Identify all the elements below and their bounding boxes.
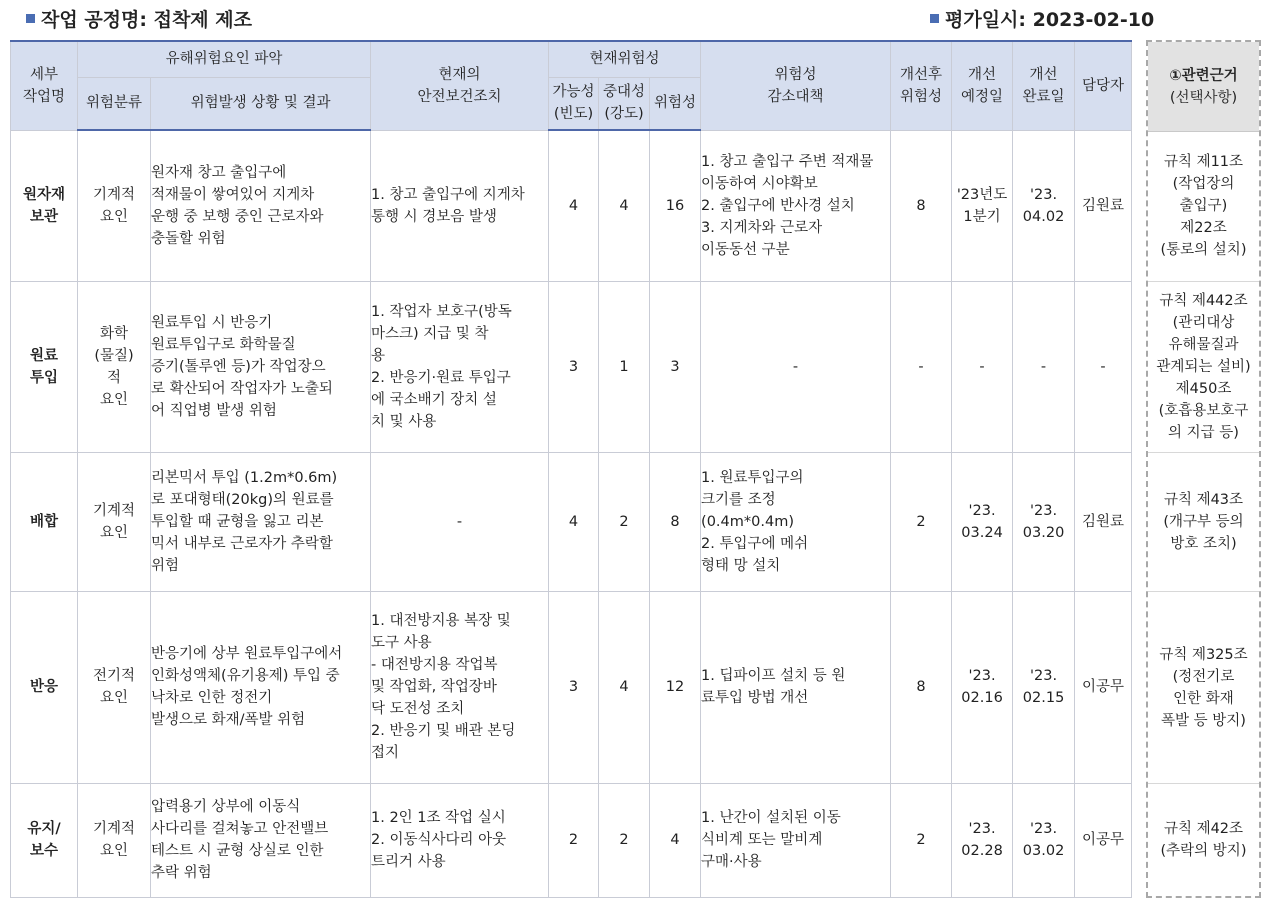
post-risk-cell: 2 xyxy=(891,452,952,591)
severity-cell: 2 xyxy=(599,783,650,897)
col-completed: 개선 완료일 xyxy=(1013,41,1075,130)
col-risk: 위험성 xyxy=(650,77,701,130)
table-row xyxy=(11,591,1132,783)
legal-basis-cell: 규칙 제43조 (개구부 등의 방호 조치) xyxy=(1148,453,1259,592)
col-likelihood: 가능성 (빈도) xyxy=(549,77,599,130)
page-header xyxy=(0,0,1280,34)
hazard-type-cell: 기계적 요인 xyxy=(78,783,151,897)
planned-date-cell: '23. 03.24 xyxy=(952,452,1013,591)
likelihood-cell: 3 xyxy=(549,591,599,783)
completed-date-cell: '23. 03.02 xyxy=(1013,783,1075,897)
reduction-cell: 1. 원료투입구의 크기를 조정 (0.4m*0.4m) 2. 투입구에 메쉬 형태 망 설치 xyxy=(701,469,809,574)
completed-date-cell: '23. 02.15 xyxy=(1013,591,1075,783)
hazard-desc-cell: 압력용기 상부에 이동식 사다리를 걸쳐놓고 안전밸브 테스트 시 균형 상실로 인한 추락 위험 xyxy=(151,799,329,881)
severity-cell: 2 xyxy=(599,452,650,591)
risk-cell: 8 xyxy=(650,452,701,591)
post-risk-cell: 8 xyxy=(891,591,952,783)
risk-cell: 12 xyxy=(650,591,701,783)
completed-date-cell: '23. 04.02 xyxy=(1013,130,1075,281)
hazard-desc-cell: 리본믹서 투입 (1.2m*0.6m) 로 포대형태(20kg)의 원료를 투입할 때 균형을 잃고 리본 믹서 내부로 근로자가 추락할 위험 xyxy=(151,469,338,574)
planned-date-cell: - xyxy=(952,281,1013,452)
table-row xyxy=(11,281,1132,452)
col-manager: 담당자 xyxy=(1075,41,1132,130)
manager-cell: 김원료 xyxy=(1075,452,1132,591)
post-risk-cell: 8 xyxy=(891,130,952,281)
planned-date-cell: '23년도 1분기 xyxy=(952,130,1013,281)
col-hazard-desc: 위험발생 상황 및 결과 xyxy=(151,77,371,130)
hazard-type-cell: 기계적 요인 xyxy=(78,130,151,281)
hazard-desc-cell: 반응기에 상부 원료투입구에서 인화성액체(유기용제) 투입 중 낙차로 인한 정전기 발생으로 화재/폭발 위험 xyxy=(151,646,343,728)
table-row xyxy=(11,783,1132,897)
col-current-risk: 현재위험성 xyxy=(549,41,701,77)
current-measure-cell: 1. 2인 1조 작업 실시 2. 이동식사다리 아웃 트리거 사용 xyxy=(371,810,507,870)
planned-date-cell: '23. 02.28 xyxy=(952,783,1013,897)
post-risk-cell: - xyxy=(891,281,952,452)
col-task: 세부 작업명 xyxy=(11,41,78,130)
manager-cell: 김원료 xyxy=(1075,130,1132,281)
legal-basis-cell: 규칙 제442조 (관리대상 유해물질과 관계되는 설비) 제450조 (호흡용보호구 의 지급 등) xyxy=(1148,282,1259,453)
likelihood-cell: 4 xyxy=(549,452,599,591)
task-cell: 원자재 보관 xyxy=(11,130,78,281)
severity-cell: 1 xyxy=(599,281,650,452)
legal-basis-cell: 규칙 제11조 (작업장의 출입구) 제22조 (통로의 설치) xyxy=(1148,131,1259,282)
risk-assessment-table xyxy=(10,40,1132,898)
legal-basis-cell: 규칙 제325조 (정전기로 인한 화재 폭발 등 방지) xyxy=(1148,592,1259,784)
current-measure-cell: 1. 창고 출입구에 지게차 통행 시 경보음 발생 xyxy=(371,186,525,225)
completed-date-cell: - xyxy=(1013,281,1075,452)
manager-cell: - xyxy=(1075,281,1132,452)
hazard-desc-cell: 원자재 창고 출입구에 적재물이 쌓여있어 지게차 운행 중 보행 중인 근로자와 충돌할 위험 xyxy=(151,164,324,247)
task-cell: 반응 xyxy=(11,591,78,783)
square-bullet-icon xyxy=(26,14,35,23)
hazard-desc-cell: 원료투입 시 반응기 원료투입구로 화학물질 증기(톨루엔 등)가 작업장으 로 확산되어 작업자가 노출되 어 직업병 발생 위험 xyxy=(151,314,333,419)
reduction-cell: 1. 창고 출입구 주변 적재물 이동하여 시야확보 2. 출입구에 반사경 설치 3. 지게차와 근로자 이동동선 구분 xyxy=(701,153,874,258)
hazard-type-cell: 화학 (물질) 적 요인 xyxy=(78,281,151,452)
risk-cell: 4 xyxy=(650,783,701,897)
manager-cell: 이공무 xyxy=(1075,783,1132,897)
current-measure-cell: 1. 대전방지용 복장 및 도구 사용 - 대전방지용 작업복 및 작업화, 작업장바 닥 도전성 조치 2. 반응기 및 배관 본딩 접지 xyxy=(371,613,516,761)
process-title: 작업 공정명: 접착제 제조 xyxy=(26,5,252,32)
hazard-type-cell: 전기적 요인 xyxy=(78,591,151,783)
risk-cell: 16 xyxy=(650,130,701,281)
legal-basis-header xyxy=(1148,42,1259,132)
current-measure-cell: 1. 작업자 보호구(방독 마스크) 지급 및 착 용 2. 반응기·원료 투입구 에 국소배기 장치 설 치 및 사용 xyxy=(371,303,512,430)
severity-cell: 4 xyxy=(599,130,650,281)
likelihood-cell: 2 xyxy=(549,783,599,897)
col-hazard-type: 위험분류 xyxy=(78,77,151,130)
current-measure-cell: - xyxy=(371,452,549,591)
evaluation-date: 평가일시: 2023-02-10 xyxy=(930,5,1154,32)
task-cell: 배합 xyxy=(11,452,78,591)
task-cell: 원료 투입 xyxy=(11,281,78,452)
reduction-cell: 1. 딥파이프 설치 등 원 료투입 방법 개선 xyxy=(701,668,846,706)
completed-date-cell: '23. 03.20 xyxy=(1013,452,1075,591)
legal-basis-cell: 규칙 제42조 (추락의 방지) xyxy=(1160,821,1247,859)
post-risk-cell: 2 xyxy=(891,783,952,897)
table-row xyxy=(11,452,1132,591)
severity-cell: 4 xyxy=(599,591,650,783)
reduction-cell: 1. 난간이 설치된 이동 식비계 또는 말비계 구매·사용 xyxy=(701,810,841,870)
planned-date-cell: '23. 02.16 xyxy=(952,591,1013,783)
likelihood-cell: 3 xyxy=(549,281,599,452)
col-post-risk: 개선후 위험성 xyxy=(891,41,952,130)
col-reduction: 위험성 감소대책 xyxy=(701,41,891,130)
col-hazard-group: 유해위험요인 파악 xyxy=(78,41,371,77)
reduction-cell: - xyxy=(701,281,891,452)
manager-cell: 이공무 xyxy=(1075,591,1132,783)
legal-basis-column xyxy=(1146,40,1261,898)
likelihood-cell: 4 xyxy=(549,130,599,281)
risk-cell: 3 xyxy=(650,281,701,452)
square-bullet-icon xyxy=(930,14,939,23)
hazard-type-cell: 기계적 요인 xyxy=(78,452,151,591)
legal-basis-title: ①관련근거 xyxy=(1169,67,1238,84)
col-current-measure: 현재의 안전보건조치 xyxy=(371,41,549,130)
task-cell: 유지/ 보수 xyxy=(11,783,78,897)
col-severity: 중대성 (강도) xyxy=(599,77,650,130)
table-row xyxy=(11,130,1132,281)
legal-basis-subtitle: (선택사항) xyxy=(1169,89,1238,106)
col-planned: 개선 예정일 xyxy=(952,41,1013,130)
